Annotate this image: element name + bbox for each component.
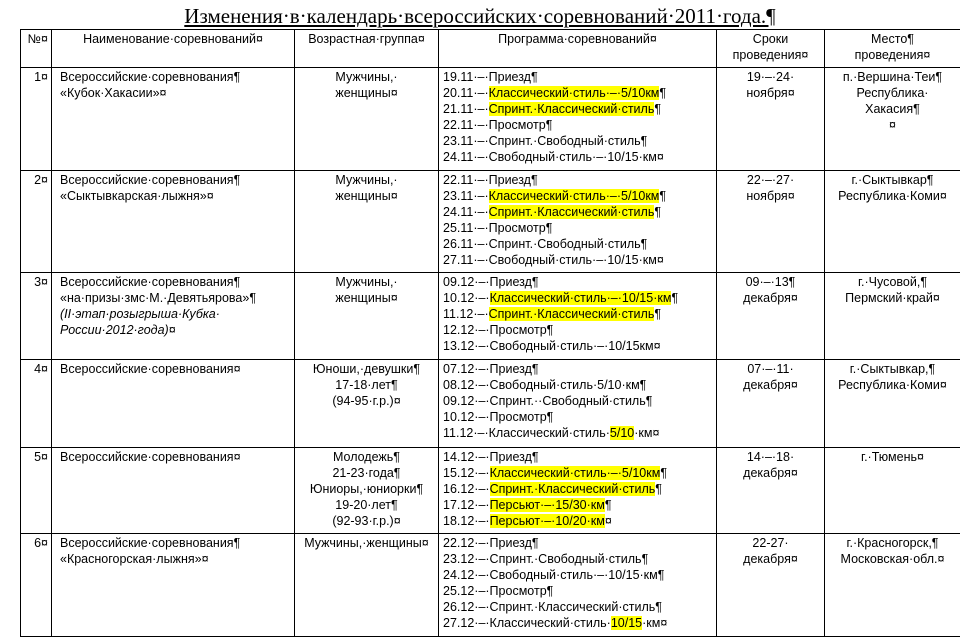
program-text: 17.12·–· — [443, 498, 490, 512]
highlighted-text: Классический·стиль·–·5/10км — [489, 466, 661, 480]
cell-line: Всероссийские·соревнования¶ — [60, 536, 241, 550]
program-line — [443, 85, 713, 101]
cell-num: 1¤ — [21, 68, 52, 171]
cell-line: Молодежь¶ — [332, 450, 401, 464]
cell-line: «Красногорская·лыжня»¤ — [60, 552, 209, 566]
header-num: №¤ — [21, 30, 52, 68]
program-line — [443, 252, 713, 268]
cell-line: Всероссийские·соревнования¶ — [60, 70, 241, 84]
program-text: 22.11·–·Просмотр¶ — [443, 118, 553, 132]
program-line — [443, 409, 713, 425]
program-line — [443, 615, 713, 631]
cell-dates — [717, 273, 825, 360]
program-text: ¶ — [655, 482, 662, 496]
header-dates-line: проведения¤ — [732, 48, 809, 62]
cell-line: 07·–·11· — [747, 362, 794, 376]
cell-line: Мужчины,·женщины¤ — [304, 536, 429, 550]
cell-name — [52, 171, 295, 273]
cell-age — [295, 273, 439, 360]
cell-line: Мужчины,· — [335, 70, 398, 84]
cell-line: Республика·Коми¤ — [838, 189, 947, 203]
program-text: 22.12·–·Приезд¶ — [443, 536, 539, 550]
cell-num: 5¤ — [21, 448, 52, 534]
cell-line: 19-20·лет¶ — [335, 498, 398, 512]
program-text: 25.12·–·Просмотр¶ — [443, 584, 554, 598]
cell-program — [439, 534, 717, 637]
cell-name — [52, 448, 295, 534]
header-age: Возрастная·группа¤ — [295, 30, 439, 68]
cell-line: (II·этап·розыгрыша·Кубка· — [60, 307, 220, 321]
cell-line: 19·–·24· — [746, 70, 795, 84]
cell-num: 2¤ — [21, 171, 52, 273]
program-text: 10.12·–·Просмотр¶ — [443, 410, 554, 424]
program-text: 27.11·–·Свободный·стиль·–·10/15·км¤ — [443, 253, 664, 267]
highlighted-text: Классический·стиль·–·5/10км — [488, 86, 660, 100]
cell-program — [439, 171, 717, 273]
header-dates — [717, 30, 825, 68]
cell-line: 22·–·27· — [746, 173, 795, 187]
cell-line: декабря¤ — [743, 552, 798, 566]
program-text: 09.12·–·Приезд¶ — [443, 275, 539, 289]
header-place-line: Место¶ — [870, 32, 914, 46]
program-line — [443, 599, 713, 615]
program-text: 26.11·–·Спринт.·Свободный·стиль¶ — [443, 237, 648, 251]
cell-line: «на·призы·змс·М.·Девятьярова»¶ — [60, 291, 257, 305]
table-row — [21, 360, 960, 448]
cell-num: 3¤ — [21, 273, 52, 360]
program-line — [443, 188, 713, 204]
cell-line: 21-23·года¶ — [332, 466, 401, 480]
program-text: ¶ — [659, 86, 667, 100]
header-dates-line: Сроки — [752, 32, 789, 46]
cell-line: Всероссийские·соревнования¶ — [60, 275, 241, 289]
cell-name — [52, 534, 295, 637]
program-text: 15.12·–· — [443, 466, 490, 480]
program-line — [443, 535, 713, 551]
program-text: ¶ — [659, 189, 667, 203]
cell-program — [439, 68, 717, 171]
table-row — [21, 534, 960, 637]
cell-line: 17-18·лет¶ — [335, 378, 398, 392]
program-text: ¶ — [654, 102, 662, 116]
program-line — [443, 101, 713, 117]
program-text: 20.11·–· — [443, 86, 489, 100]
program-text: ¶ — [654, 205, 662, 219]
highlighted-text: Классический·стиль·–·10/15·км — [489, 291, 672, 305]
highlighted-text: Спринт.·Классический·стиль — [488, 205, 655, 219]
cell-dates — [717, 448, 825, 534]
cell-line: 22-27· — [752, 536, 789, 550]
cell-line: г.·Сыктывкар¶ — [851, 173, 934, 187]
program-text: 18.12·–· — [443, 514, 490, 528]
program-text: 23.11·–· — [443, 189, 489, 203]
program-text: 27.12·–·Классический·стиль· — [443, 616, 611, 630]
cell-line: Юниоры,·юниорки¶ — [309, 482, 424, 496]
cell-line: женщины¤ — [335, 189, 398, 203]
cell-age — [295, 171, 439, 273]
cell-line: г.·Чусовой,¶ — [857, 275, 928, 289]
cell-line: ¤ — [889, 118, 896, 132]
program-line — [443, 393, 713, 409]
highlighted-text: 5/10 — [609, 426, 635, 440]
cell-line: (92-93·г.р.)¤ — [332, 514, 401, 528]
cell-age — [295, 360, 439, 448]
program-text: 24.12·–·Свободный·стиль·–·10/15·км¶ — [443, 568, 665, 582]
highlighted-text: 10/15 — [610, 616, 643, 630]
highlighted-text: Спринт.·Классический·стиль — [489, 482, 656, 496]
table-row — [21, 448, 960, 534]
cell-age — [295, 448, 439, 534]
document-title-text: Изменения·в·календарь·всероссийских·соревнований·2011·года.¶ — [184, 4, 776, 28]
program-line — [443, 583, 713, 599]
program-line — [443, 361, 713, 377]
cell-line: 14·–·18· — [746, 450, 795, 464]
cell-line: Хакасия¶ — [865, 102, 920, 116]
cell-line: Республика· — [856, 86, 929, 100]
cell-name — [52, 273, 295, 360]
cell-dates — [717, 171, 825, 273]
program-text: 23.12·–·Спринт.·Свободный·стиль¶ — [443, 552, 649, 566]
program-line — [443, 513, 713, 529]
program-line — [443, 149, 713, 165]
cell-line: Мужчины,· — [335, 275, 398, 289]
program-text: 16.12·–· — [443, 482, 490, 496]
program-text: ·км¤ — [634, 426, 660, 440]
highlighted-text: Спринт.·Классический·стиль — [488, 307, 655, 321]
highlighted-text: Классический·стиль·–·5/10км — [488, 189, 660, 203]
cell-num: 4¤ — [21, 360, 52, 448]
cell-line: Всероссийские·соревнования¤ — [60, 362, 241, 376]
program-text: 24.11·–·Свободный·стиль·–·10/15·км¤ — [443, 150, 664, 164]
cell-dates — [717, 534, 825, 637]
cell-line: г.·Сыктывкар,¶ — [849, 362, 936, 376]
table-body — [21, 68, 960, 637]
cell-place — [825, 273, 960, 360]
program-text: 08.12·–·Свободный·стиль·5/10·км¶ — [443, 378, 647, 392]
cell-line: ноября¤ — [746, 189, 795, 203]
program-text: 21.11·–· — [443, 102, 489, 116]
program-line — [443, 465, 713, 481]
program-text: 23.11·–·Спринт.·Свободный·стиль¶ — [443, 134, 648, 148]
program-line — [443, 69, 713, 85]
cell-program — [439, 448, 717, 534]
program-line — [443, 481, 713, 497]
program-line — [443, 322, 713, 338]
cell-age — [295, 68, 439, 171]
cell-dates — [717, 68, 825, 171]
program-line — [443, 117, 713, 133]
cell-line: женщины¤ — [335, 291, 398, 305]
cell-place — [825, 448, 960, 534]
cell-program — [439, 360, 717, 448]
program-text: 22.11·–·Приезд¶ — [443, 173, 538, 187]
header-place-line: проведения¤ — [854, 48, 931, 62]
program-text: 11.12·–·Классический·стиль· — [443, 426, 610, 440]
program-text: 19.11·–·Приезд¶ — [443, 70, 538, 84]
cell-place — [825, 171, 960, 273]
cell-line: п.·Вершина·Теи¶ — [842, 70, 943, 84]
program-text: ¶ — [654, 307, 662, 321]
cell-line: России·2012·года)¤ — [60, 323, 176, 337]
cell-line: ноября¤ — [746, 86, 795, 100]
cell-line: Московская·обл.¤ — [840, 552, 945, 566]
cell-line: «Сыктывкарская·лыжня»¤ — [60, 189, 214, 203]
header-place — [825, 30, 960, 68]
program-line — [443, 425, 713, 441]
program-text: ¤ — [604, 514, 612, 528]
program-line — [443, 133, 713, 149]
program-text: 24.11·–· — [443, 205, 489, 219]
program-text: 25.11·–·Просмотр¶ — [443, 221, 553, 235]
document-title — [0, 4, 960, 28]
program-line — [443, 236, 713, 252]
cell-dates — [717, 360, 825, 448]
cell-place — [825, 534, 960, 637]
cell-line: женщины¤ — [335, 86, 398, 100]
program-text: 26.12·–·Спринт.·Классический·стиль¶ — [443, 600, 662, 614]
program-line — [443, 290, 713, 306]
table-row — [21, 68, 960, 171]
cell-line: (94-95·г.р.)¤ — [332, 394, 401, 408]
program-line — [443, 172, 713, 188]
cell-line: Мужчины,· — [335, 173, 398, 187]
program-text: 10.12·–· — [443, 291, 490, 305]
header-row — [21, 30, 960, 68]
program-line — [443, 449, 713, 465]
cell-name — [52, 360, 295, 448]
cell-place — [825, 68, 960, 171]
program-text: ¶ — [660, 466, 668, 480]
header-name: Наименование·соревнований¤ — [52, 30, 295, 68]
cell-line: декабря¤ — [743, 466, 798, 480]
program-text: ·км¤ — [642, 616, 668, 630]
program-text: ¶ — [604, 498, 612, 512]
program-text: 13.12·–·Свободный·стиль·–·10/15км¤ — [443, 339, 661, 353]
program-line — [443, 220, 713, 236]
cell-line: Всероссийские·соревнования¤ — [60, 450, 241, 464]
cell-line: декабря¤ — [743, 378, 798, 392]
highlighted-text: Спринт.·Классический·стиль — [488, 102, 655, 116]
program-line — [443, 274, 713, 290]
program-line — [443, 551, 713, 567]
cell-line: Всероссийские·соревнования¶ — [60, 173, 241, 187]
program-text: 09.12·–·Спринт.··Свободный·стиль¶ — [443, 394, 653, 408]
cell-age — [295, 534, 439, 637]
competitions-table — [20, 29, 960, 637]
cell-name — [52, 68, 295, 171]
cell-line: 09·–·13¶ — [745, 275, 796, 289]
program-line — [443, 497, 713, 513]
table-row — [21, 171, 960, 273]
program-text: 14.12·–·Приезд¶ — [443, 450, 539, 464]
table-row — [21, 273, 960, 360]
program-line — [443, 377, 713, 393]
program-line — [443, 306, 713, 322]
cell-program — [439, 273, 717, 360]
cell-line: «Кубок·Хакасии»¤ — [60, 86, 167, 100]
highlighted-text: Персьют·–·10/20·км — [489, 514, 605, 528]
cell-line: г.·Тюмень¤ — [861, 450, 924, 464]
cell-line: Республика·Коми¤ — [838, 378, 947, 392]
program-line — [443, 204, 713, 220]
program-text: 07.12·–·Приезд¶ — [443, 362, 539, 376]
program-text: 12.12·–·Просмотр¶ — [443, 323, 554, 337]
cell-line: Юноши,·девушки¶ — [312, 362, 421, 376]
program-text: ¶ — [671, 291, 679, 305]
program-text: 11.12·–· — [443, 307, 489, 321]
cell-line: Пермский·край¤ — [845, 291, 940, 305]
cell-place — [825, 360, 960, 448]
header-program: Программа·соревнований¤ — [439, 30, 717, 68]
cell-num: 6¤ — [21, 534, 52, 637]
cell-line: г.·Красногорск,¶ — [846, 536, 939, 550]
program-line — [443, 567, 713, 583]
highlighted-text: Персьют·–·15/30·км — [489, 498, 605, 512]
program-line — [443, 338, 713, 354]
cell-line: декабря¤ — [743, 291, 798, 305]
